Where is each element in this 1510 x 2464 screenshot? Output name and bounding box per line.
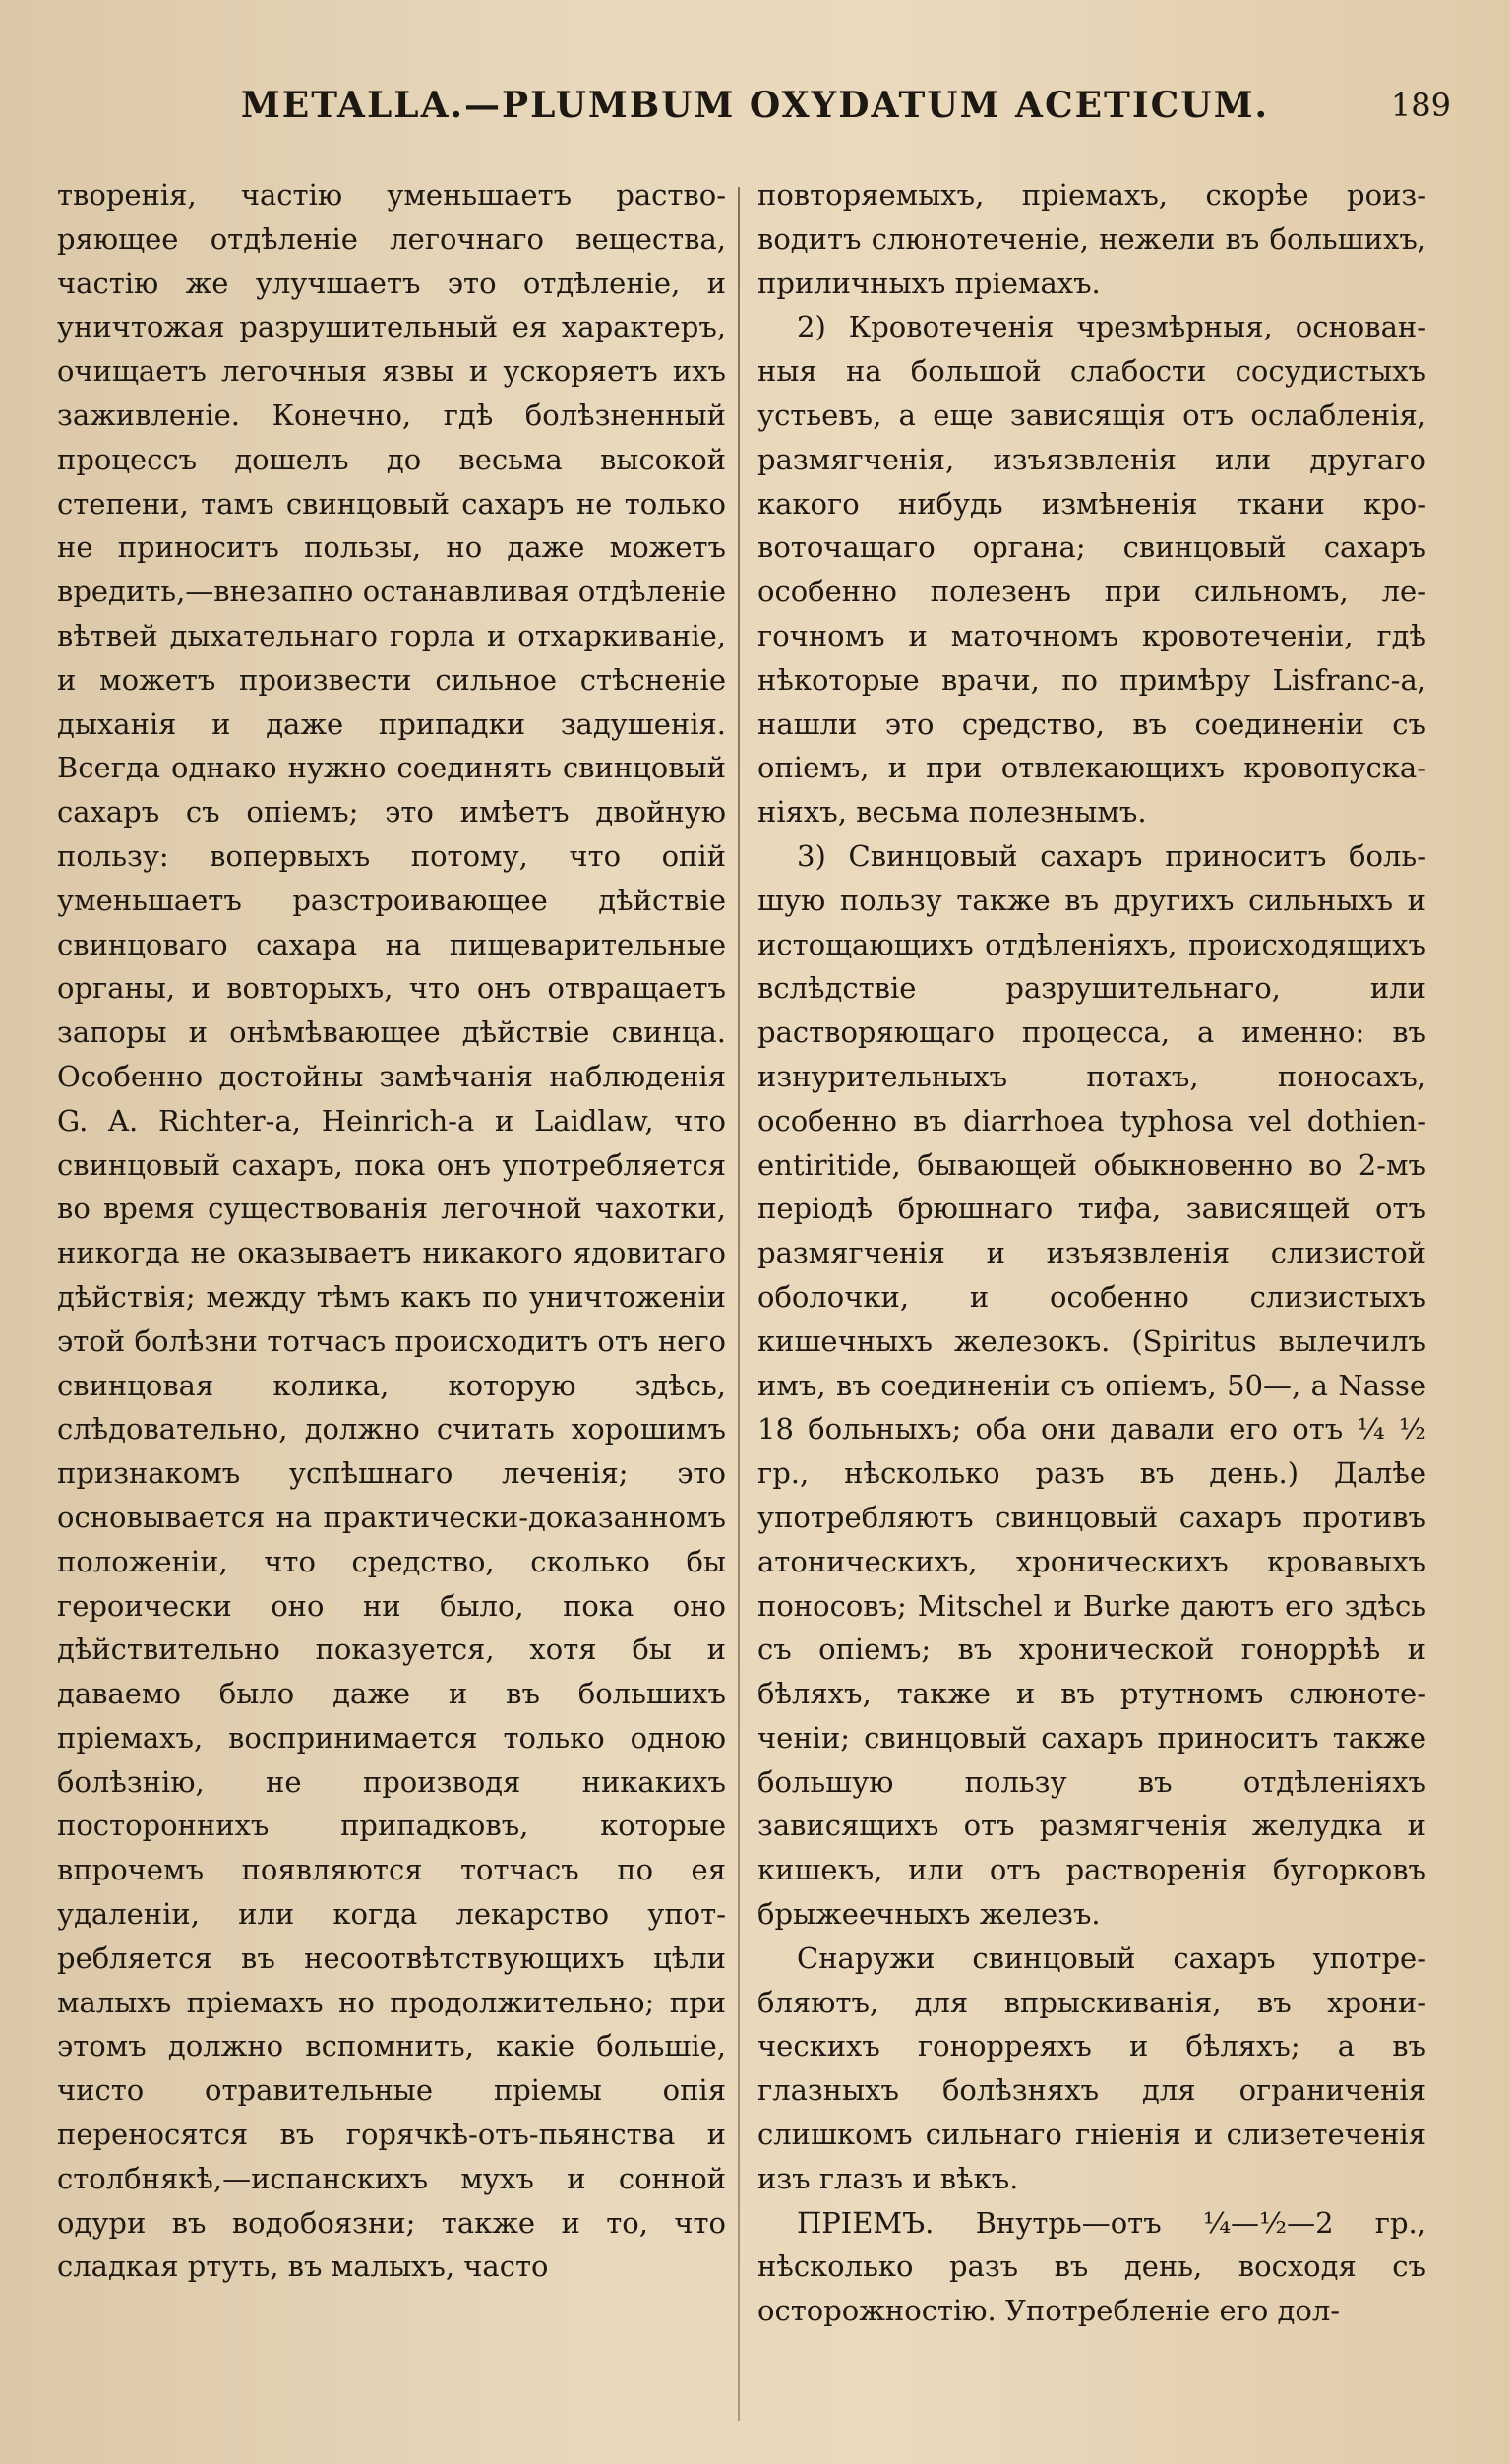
column-divider (738, 187, 740, 2421)
paragraph-continuation: повторяемыхъ, пріемахъ, скорѣе роизводитъ слюнотеченіе, нежели въ большихъ, приличныхъ пріемахъ. (757, 178, 1426, 300)
paragraph-discharges: 3) Свинцовый сахаръ приноситъ большую пользу также въ другихъ сильныхъ и истощающихъ отдѣленіяхъ, происходящихъ вслѣдствіе разрушительнаго, или растворяющаго процесса, а именно: въ изнурительныхъ потахъ, поносахъ, особенно въ diarrhoea typhosa vel dothien-entiritide, бывающей обыкновенно во 2-мъ періодѣ брюшнаго тифа, зависящей отъ размягченія и изъязвленія слизистой оболочки, и особенно слизистыхъ кишечныхъ железокъ. (Spiritus вылечилъ имъ, въ соединеніи съ опіемъ, 50—, а Nasse 18 больныхъ; оба они давали его отъ ¼ ½ гр., нѣсколько разъ въ день.) Далѣе употребляютъ свинцовый сахаръ противъ атоническихъ, хроническихъ кровавыхъ поносовъ; Mitschel и Burke даютъ его здѣсь съ опіемъ; въ хронической гоноррѣѣ и бѣляхъ, также и въ ртутномъ слюнотеченіи; свинцовый сахаръ приноситъ также большую пользу въ отдѣленіяхъ зависящихъ отъ размягченія желудка и кишекъ, или отъ растворенія бугорковъ брыжеечныхъ железъ. (757, 838, 1426, 1932)
running-title: METALLA.—PLUMBUM OXYDATUM ACETICUM. (240, 85, 1270, 126)
left-column (57, 173, 726, 2427)
left-column-text: творенія, частію уменьшаетъ растворяющее отдѣленіе легочнаго вещества, частію же улучшаетъ это отдѣленіе, и уничтожая разрушительный ея характеръ, очищаетъ легочныя язвы и ускоряетъ ихъ заживленіе. Конечно, гдѣ болѣзненный процессъ дошелъ до весьма высокой степени, тамъ свинцовый сахаръ не только не приноситъ пользы, но даже можетъ вредить,—внезапно останавливая отдѣленіе вѣтвей дыхательнаго горла и отхаркиваніе, и можетъ произвести сильное стѣсненіе дыханія и даже припадки задушенія. Всегда однако нужно соединять свинцовый сахаръ съ опіемъ; это имѣетъ двойную пользу: вопервыхъ потому, что опій уменьшаетъ разстроивающее дѣйствіе свинцоваго сахара на пищеварительные органы, и вовторыхъ, что онъ отвращаетъ запоры и онѣмѣвающее дѣйствіе свинца. Особенно достойны замѣчанія наблюденія G. A. Richter-а, Heinrich-а и Laidlaw, что свинцовый сахаръ, пока онъ употребляется во время существованія легочной чахотки, никогда не оказываетъ никакого ядовитаго дѣйствія; между тѣмъ какъ по уничтоженіи этой болѣзни тотчасъ происходитъ отъ него свинцовая колика, которую здѣсь, слѣдовательно, должно считать хорошимъ признакомъ успѣшнаго леченія; это основывается на практически-доказанномъ положеніи, что средство, сколько бы героически оно ни было, пока оно дѣйствительно показуется, хотя бы и даваемо было даже и въ большихъ пріемахъ, воспринимается только одною болѣзнію, не производя никакихъ постороннихъ припадковъ, которые впрочемъ появляются тотчасъ по ея удаленіи, или когда лекарство употребляется въ несоотвѣтствующихъ цѣли малыхъ пріемахъ но продолжительно; при этомъ должно вспомнить, какіе большіе, чисто отравительные пріемы опія переносятся въ горячкѣ-отъ-пьянства и столбнякѣ,—испанскихъ мухъ и сонной одури въ водобоязни; также и то, что сладкая ртуть, въ малыхъ, часто (57, 178, 726, 2284)
paragraph-dosage: ПРІЕМЪ. Внутрь—отъ ¼—½—2 гр., нѣсколько разъ въ день, восходя съ осторожностію. Употребленіе его дол- (757, 2205, 1426, 2328)
page-header (59, 85, 1451, 140)
page-number: 189 (1390, 87, 1451, 124)
paragraph-hemorrhages: 2) Кровотеченія чрезмѣрныя, основанныя на большой слабости сосудистыхъ устьевъ, а еще зависящія отъ ослабленія, размягченія, изъязвленія или другаго какого нибудь измѣненія ткани кровоточащаго органа; свинцовый сахаръ особенно полезенъ при сильномъ, легочномъ и маточномъ кровотеченіи, гдѣ нѣкоторые врачи, по примѣру Lisfranc-а, нашли это средство, въ соединеніи съ опіемъ, и при отвлекающихъ кровопусканіяхъ, весьма полезнымъ. (757, 310, 1426, 830)
paragraph-external-use: Снаружи свинцовый сахаръ употребляютъ, для впрыскиванія, въ хроническихъ гонорреяхъ и бѣляхъ; а въ глазныхъ болѣзняхъ для ограниченія слишкомъ сильнаго гніенія и слизетеченія изъ глазъ и вѣкъ. (757, 1940, 1426, 2195)
right-column (757, 173, 1426, 2427)
